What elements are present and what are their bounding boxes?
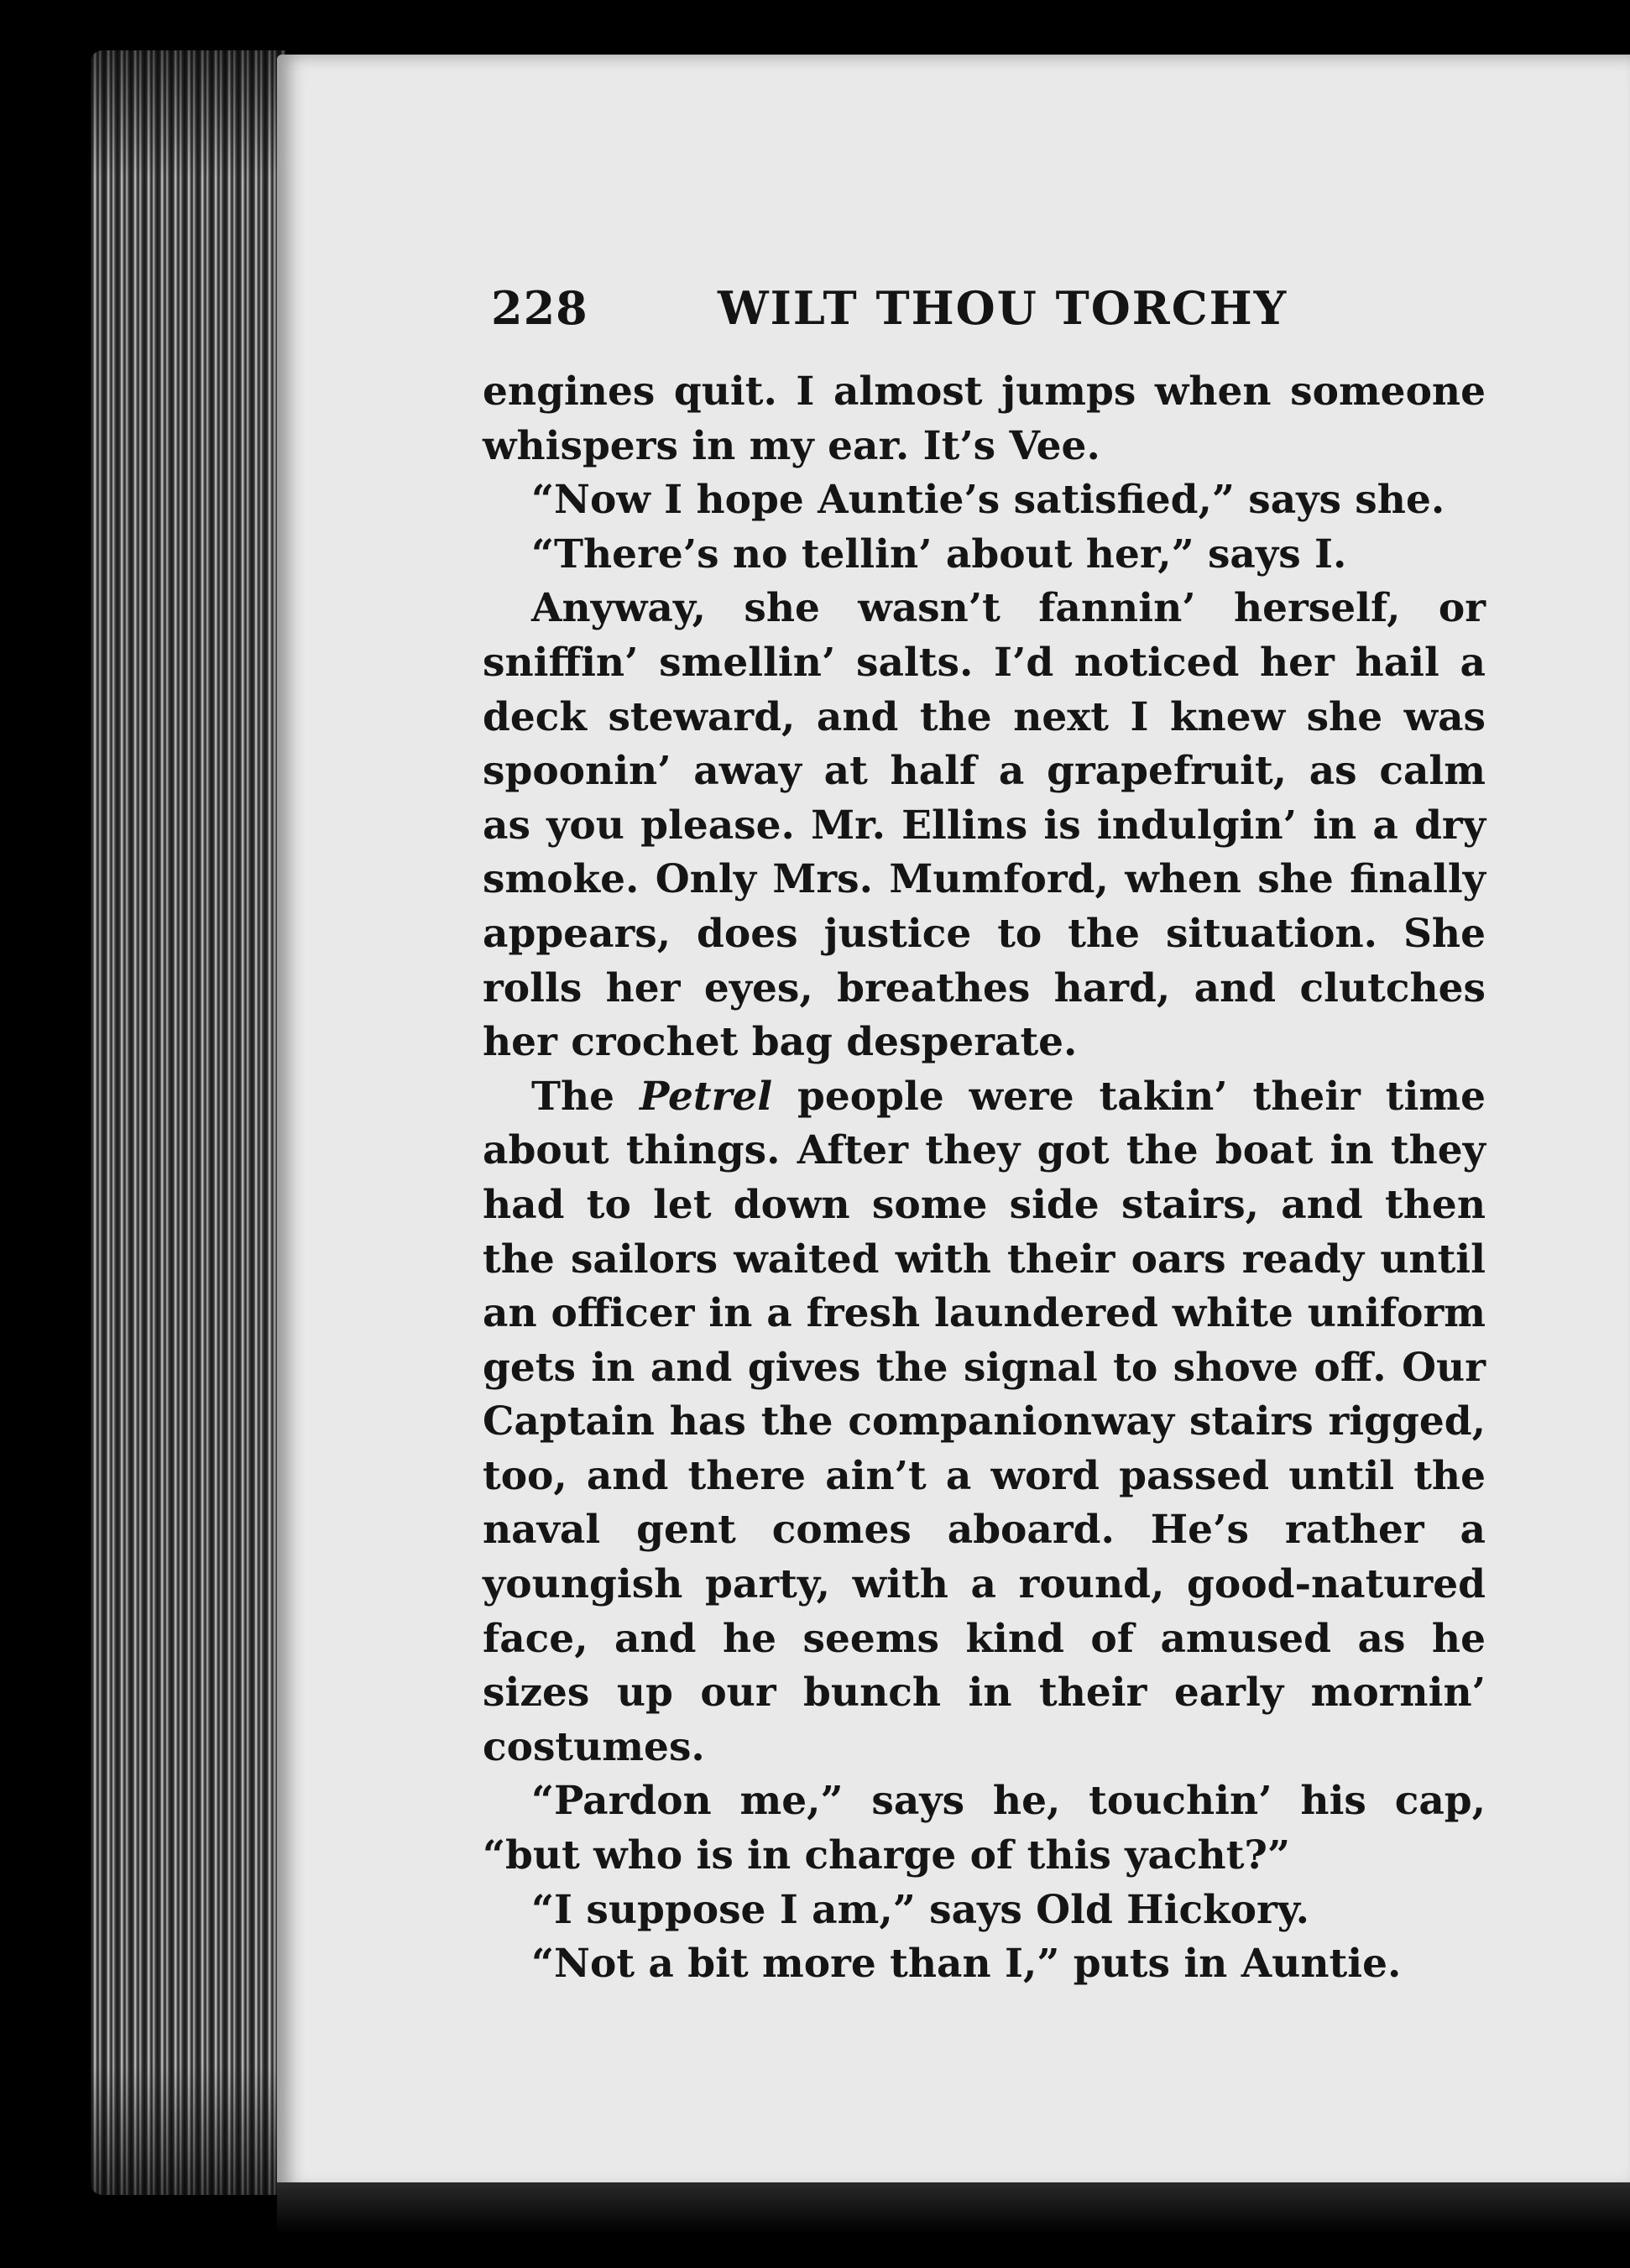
paragraph-3: “There’s no tellin’ about her,” says I. <box>531 530 1347 577</box>
paragraph-1: engines quit. I almost jumps when someone whispers in my ear. It’s Vee. <box>483 368 1486 469</box>
paragraph-5: The Petrel people were takin’ their time about things. After they got the boat in they had to let down some side stairs, and then the sailors waited with their oars ready until an officer in a fresh laundered white uniform gets in and gives the signal to shove off. Our Captain has the companionway stairs rigged, too, and there ain’t a word passed until the naval gent comes aboard. He’s rather a youngish party, with a round, good-natured face, and he seems kind of amused as he sizes up our bunch in their early mornin’ costumes. <box>483 1073 1486 1770</box>
book-fore-edge <box>91 50 285 2195</box>
body-text <box>483 365 1486 1992</box>
page-header <box>491 281 1515 348</box>
ship-name: Petrel <box>639 1073 773 1120</box>
paragraph-6: “Pardon me,” says he, touchin’ his cap, “but who is in charge of this yacht?” <box>483 1778 1486 1879</box>
bottom-shadow <box>277 2182 1630 2268</box>
paragraph-7: “I suppose I am,” says Old Hickory. <box>531 1886 1310 1933</box>
paragraph-8: “Not a bit more than I,” puts in Auntie. <box>531 1941 1402 1988</box>
paragraph-2: “Now I hope Auntie’s satisfied,” says she. <box>531 477 1445 524</box>
running-head: WILT THOU TORCHY <box>718 281 1288 335</box>
page-number: 228 <box>491 281 588 335</box>
paragraph-4: Anyway, she wasn’t fannin’ herself, or sniffin’ smellin’ salts. I’d noticed her hail a deck steward, and the next I knew she was spoonin’ away at half a grapefruit, as calm as you please. Mr. Ellins is indulgin’ in a dry smoke. Only Mrs. Mumford, when she finally appears, does justice to the situation. She rolls her eyes, breathes hard, and clutches her crochet bag desperate. <box>483 585 1486 1066</box>
